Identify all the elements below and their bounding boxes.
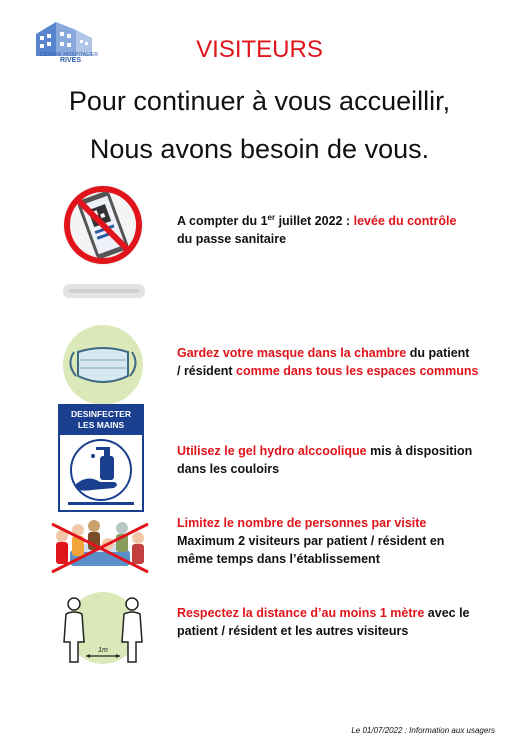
item-3-text: Utilisez le gel hydro alccoolique mis à disposition dans les couloirs (177, 444, 473, 476)
svg-text:LES MAINS: LES MAINS (77, 420, 125, 430)
item-5-text: Respectez la distance d’au moins 1 mètre avec le patient / résident et les autres visiteurs (177, 606, 470, 638)
item-4-text: Limitez le nombre de personnes par visite Maximum 2 visiteurs par patient / résident en même temps dans l’établissement (177, 516, 445, 566)
face-mask-icon (60, 322, 146, 408)
logo-name: RIVES (60, 57, 82, 64)
distance-one-meter-icon (58, 590, 148, 670)
item-1-text: A compter du 1er juillet 2022 : levée du contrôle du passe sanitaire (177, 212, 457, 246)
blurred-strip-icon (63, 282, 145, 300)
subtitle-line-2: Nous avons besoin de vous. (89, 134, 430, 164)
no-health-pass-icon (58, 180, 148, 270)
svg-text:1m: 1m (98, 647, 108, 654)
hand-disinfect-sign-icon (58, 404, 144, 512)
logo-caption: CENTRE HOSPITALIER (40, 52, 99, 58)
footer-note: Le 01/07/2022 : Information aux usagers (351, 726, 495, 735)
visitors-group-icon (50, 514, 150, 580)
item-2-text: Gardez votre masque dans la chambre du patient / résident comme dans tous les espaces communs (177, 346, 479, 378)
page-title: VISITEURS (196, 36, 323, 63)
subtitle-line-1: Pour continuer à vous accueillir, (68, 86, 451, 116)
svg-text:DESINFECTER: DESINFECTER (71, 409, 131, 419)
